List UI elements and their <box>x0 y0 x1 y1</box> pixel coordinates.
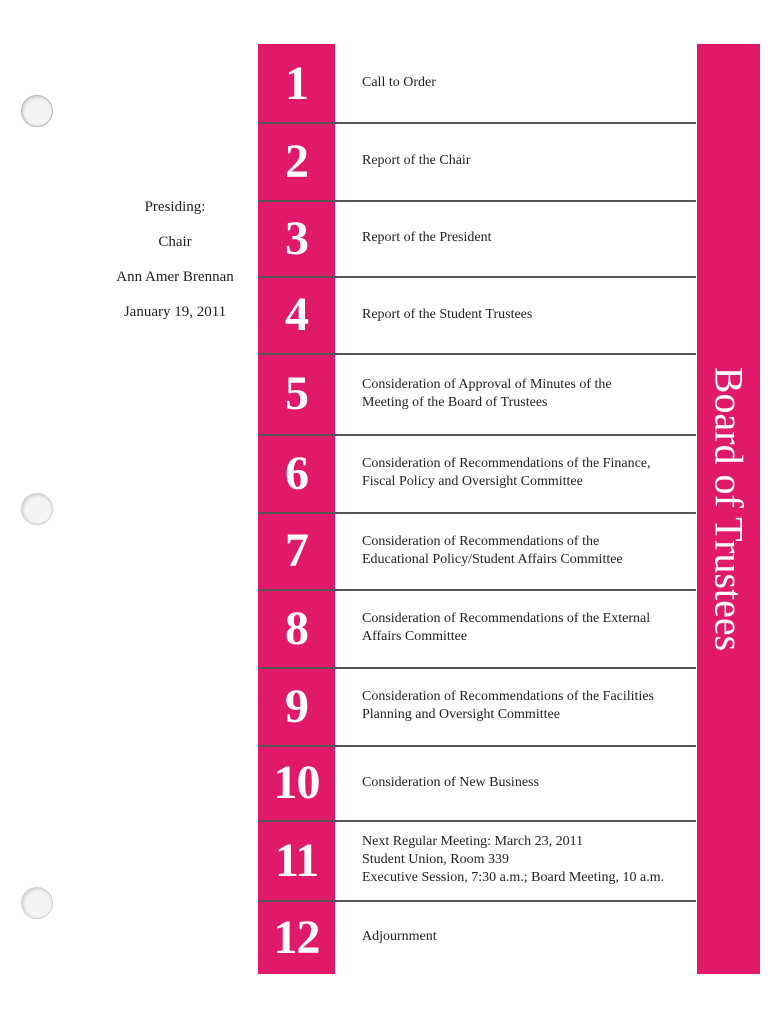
agenda-item <box>258 820 696 902</box>
agenda-item <box>258 200 696 278</box>
presiding-name: Ann Amer Brennan <box>116 269 234 285</box>
agenda-item <box>258 434 696 514</box>
agenda-item <box>258 745 696 822</box>
agenda-number: 4 <box>285 288 308 341</box>
agenda-item <box>258 122 696 202</box>
agenda-item-text: Next Regular Meeting: March 23, 2011 Student Union, Room 339 Executive Session, 7:30 a.m.; Board Meeting, 10 a.m. <box>362 834 665 885</box>
agenda-item-text: Report of the President <box>362 230 492 245</box>
agenda-item <box>258 589 696 669</box>
agenda-number: 7 <box>285 524 308 577</box>
presiding-heading: Presiding: <box>144 199 206 215</box>
agenda-item-text: Consideration of Recommendations of the External Affairs Committee <box>362 611 651 644</box>
agenda-item <box>258 512 696 591</box>
agenda-number: 8 <box>285 601 308 655</box>
sidebar-title: Board of Trustees <box>706 366 751 652</box>
agenda-item-text: Call to Order <box>362 75 436 90</box>
binder-hole <box>21 887 53 919</box>
agenda-item-text: Consideration of Recommendations of the Facilities Planning and Oversight Committee <box>362 689 654 722</box>
agenda-number: 6 <box>285 446 308 500</box>
binder-hole <box>21 493 53 525</box>
agenda-list <box>258 44 696 974</box>
agenda-number: 5 <box>285 367 308 420</box>
agenda-number: 10 <box>273 756 320 809</box>
presiding-block <box>100 190 250 330</box>
sidebar-tab <box>697 44 760 974</box>
agenda-number: 2 <box>285 134 308 188</box>
agenda-number: 3 <box>285 211 308 265</box>
agenda-number: 11 <box>274 833 319 887</box>
agenda-item-text: Consideration of Approval of Minutes of the Meeting of the Board of Trustees <box>362 376 612 410</box>
agenda-item-text: Consideration of Recommendations of the Educational Policy/Student Affairs Committee <box>362 533 623 567</box>
agenda-item-text: Adjournment <box>362 929 437 944</box>
agenda-number: 1 <box>285 56 308 110</box>
agenda-item-text: Consideration of Recommendations of the Finance, Fiscal Policy and Oversight Committee <box>362 456 651 489</box>
agenda-item <box>258 353 696 436</box>
agenda-number: 9 <box>285 679 308 733</box>
agenda-item <box>258 44 696 124</box>
presiding-role: Chair <box>158 234 192 250</box>
agenda-item <box>258 667 696 747</box>
binder-hole <box>21 95 53 127</box>
meeting-date: January 19, 2011 <box>123 304 227 320</box>
agenda-item-text: Consideration of New Business <box>362 774 539 790</box>
agenda-item <box>258 900 696 974</box>
agenda-number: 12 <box>273 910 320 964</box>
agenda-item-text: Report of the Student Trustees <box>362 306 533 322</box>
agenda-item-text: Report of the Chair <box>362 153 471 168</box>
agenda-item <box>258 276 696 355</box>
